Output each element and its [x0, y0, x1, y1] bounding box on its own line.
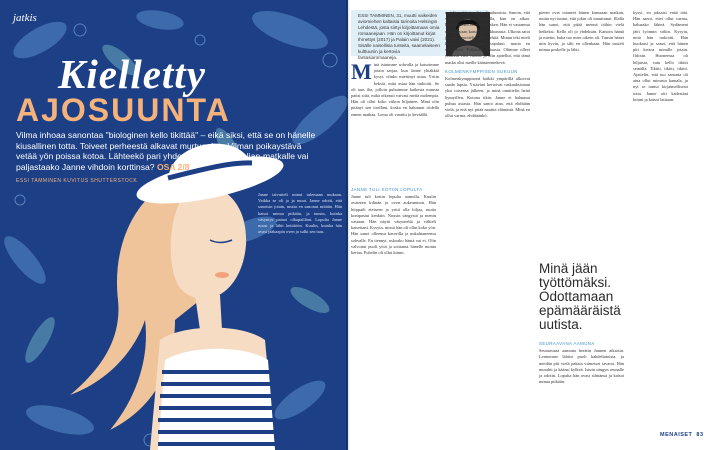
subhead-3: SEURAAVANA AAMUNA	[539, 341, 595, 346]
byline: ESSI TAMMINEN KUVITUS SHUTTERSTOCK	[16, 178, 138, 184]
page-number: 83	[696, 432, 704, 438]
column-3-body: pienet ovat ottaneet hänen kanssaan matkan, mutta nyt tuntui, että jokin oli muuttunut. Illalla hän sanoi, että pitää mennä töihin vielä hetkeksi. Kello oli jo yhdeksän. Katsoin häntä ja mietin, kuka tuo mies oikein oli. Tunsin hänet niin hyvin, ja silti en ollenkaan. Hän suuteli minua poskelle ja lähti.	[539, 10, 624, 53]
subhead-2: KOLMENKYMPPISEN SUKUUN	[445, 68, 518, 74]
gutter-shadow	[346, 0, 350, 450]
part-label: OSA 2/8	[156, 161, 190, 172]
section-label: jatkis	[13, 12, 37, 24]
lede	[16, 130, 316, 172]
text-page	[348, 0, 704, 450]
opening-paragraph	[351, 59, 439, 118]
headline-line-1: Kielletty	[58, 51, 206, 97]
drop-cap: M	[351, 59, 372, 84]
magazine-name: MENAISET	[660, 432, 693, 438]
lede-text: Vilma inhoaa sanontaa "biologinen kello tikittää" – eikä siksi, että se on hänelle kiusallinen totta. Toiveet perheestä alkavat murtua, kun Vilman poikaystävä vetää yön poissa kotoa. Lähteekö pari yhdessä odotetulle Italian-matkalle vai paljastaako Janne vihdoin korttinsa?	[16, 130, 316, 172]
column-2-body: meidän pitäisi vaihtaa kuulumisia. Sanoin, että voimme puhua matkalla, kun on aikaa. Pakkaaminen oli vielä kesken. Hän ei vastannut mitään, vaan katsoi ulos ikkunasta. Ulkona satoi ja tuuli riepotteli puiden lehtiä. Minun teki mieli kysyä, mitä oikein tapahtui, mutta en uskaltanut. Pelkäsin vastausta. Olimme olleet yhdessä viisi vuotta, ja olin ajatellut, että tämä matka olisi meille käänteentekevä.	[445, 10, 530, 65]
column-2-tail: Kolmenkymppisenä kaikki ympärillä alkoivat saada lapsia. Ystäväni kertoivat raskauksistaan yksi toisensa jälkeen, ja minä onnittelin heitä hymyillen. Kotona itkin. Janne ei halunnut puhua asiasta. Hän sanoi aina, että ehditään vielä, ja että nyt pitää nauttia elämästä. Minä en ollut varma, ehditäänkö.	[445, 76, 530, 119]
illustration-page	[0, 0, 348, 450]
column-1-body: Janne tuli kotiin lopulta aamulla. Kuulin avainten kilinän ja oven aukeamisen. Hän hiippaili eteiseen ja yritti olla hiljaa, mutta kompastui kenkiin. Nousin sängystä ja menin vastaan. Hän näytti väsyneeltä ja vältteli katsettani. Kysyin, missä hän oli ollut koko yön. Hän sanoi olleensa kaverilla ja nukahtaneensa sohvalle. En tiennyt, uskoako häntä vai ei. Olin valvonut puoli yötä ja soittanut hänelle monta kertaa. Puhelin oli ollut kiinni.	[351, 194, 436, 256]
author-info-text: ESSI TAMMINEN, 31, muutti vaikeiden aviomiehen kaltaisia tarinoita Helsingin Lehdestä, josta siirtyi kirjoittamaan omia romaanejaan. Hän on kirjoittanut kirjat Ihmettys (2017) ja Palain vaivi (2021). Sisälle naisellisia tunteita, saamelaiseen kulttuuriin ja kertovia fantasiaromaaneja.	[358, 13, 440, 60]
subhead-1: JANNE TULI KOTIIN LOPULTA	[351, 187, 423, 192]
column-4-body: kysyi, en jaksaisi enää tätä. Hän sanoi, ettei ollut varma, haluaako lähteä. Sydämeni jätti lyönnin väliin. Kysyin, mitä hän tarkoitti. Hän huokaisi ja sanoi, että hänen piti kertoa minulle jotain. Odotin. Huoneessa oli hiljaista, vain kello tikitti seinällä. Tikitti, tikitti, tikitti. Ajattelin, että tuo sanonta oli aina ollut minusta kamala, ja nyt se tuntui kirjaimellisesti totta. Janne otti kädestäni kiinni ja katsoi lattiaan.	[633, 10, 688, 102]
column-3	[539, 10, 624, 53]
opening-text: inä istuimme sohvalla ja katsoimme jotain sarjaa, kun Janne yhtäkkiä kysyi, olinko miettinyt asiaa. Yritin keksiä, mitä asiaa hän tarkoitti. Se oli taas ilta, jolloin puhuimme kaikesta muusta paitsi siitä, mikä oikeasti vaivasi meitä molempia. Hän oli ollut koko viikon hiljainen. Minä olin pitänyt sen itselläni, koska en halunnut riidellä ennen matkaa. Loma oli varattu jo keväällä.	[351, 62, 439, 117]
headline-line-2: AJOSUUNTA	[16, 92, 231, 128]
overlay-column: Janne taivutteli minut tulemaan mukaan. Vaikka se oli jo ja muut. Janne odotti, että sanoisin jotain, mutta en sanonut mitään. Hän katsoi minua pitkään, ja tunsin, kuinka väsymys painoi olkapäilläni. Lopulta Janne nousi ja lähti keittiöön. Kuulin, kuinka hän avasi jääkaapin oven ja sulki sen taas.	[258, 192, 342, 235]
pull-quote: Minä jään työttömäksi. Odottamaan epämääräistä uutista.	[539, 261, 621, 332]
page-footer	[656, 432, 704, 438]
column-4	[633, 10, 688, 103]
column-3-lower	[539, 338, 624, 385]
column-3-tail: Seuraavana aamuna herätin Jannen aikaisin. Lentomme lähtisi puoli kahdeltatoista, ja meidän piti vielä pakata viimeiset tavarat. Hän murahti ja käänsi kylkeä. Istuin sängyn reunalle ja odotin. Lopulta hän avasi silmänsä ja katsoi minua pitkään.	[539, 348, 624, 385]
column-2	[445, 10, 530, 119]
column-1	[351, 184, 436, 256]
